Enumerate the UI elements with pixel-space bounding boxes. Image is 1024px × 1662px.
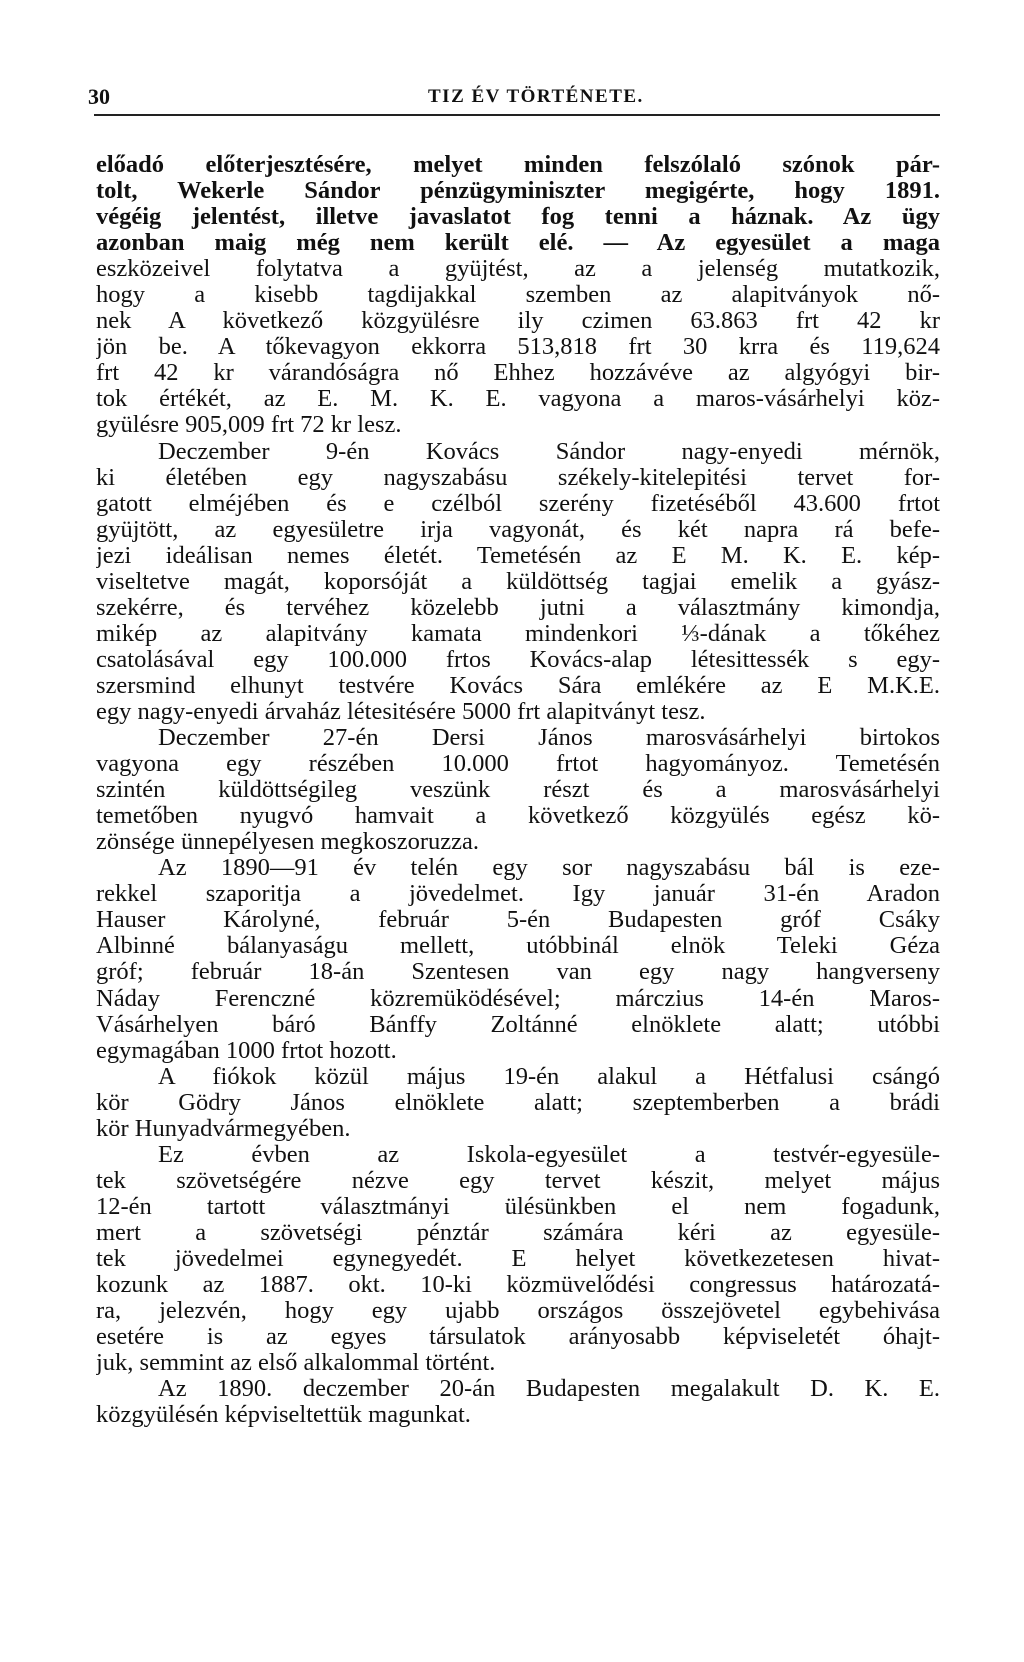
text-line: előadó előterjesztésére, melyet minden felszólaló szónok pár- <box>96 152 940 178</box>
page-number: 30 <box>88 84 110 109</box>
text-line: tolt, Wekerle Sándor pénzügyminiszter megigérte, hogy 1891. <box>96 178 940 205</box>
text-line: hogy a kisebb tagdijakkal szemben az alapitványok nő- <box>96 282 940 309</box>
text-line: A fiókok közül május 19-én alakul a Hétfalusi csángó <box>158 1063 940 1090</box>
text-line: egy nagy-enyedi árvaház létesitésére 5000 frt alapitványt tesz. <box>96 698 706 725</box>
running-head: TIZ ÉV TÖRTÉNETE. <box>428 86 644 107</box>
text-line: zönsége ünnepélyesen megkoszoruzza. <box>96 829 479 856</box>
text-line: végéig jelentést, illetve javaslatot fog tenni a háznak. Az ügy <box>96 204 940 231</box>
page-header <box>88 84 940 118</box>
text-line: 12-én tartott választmányi ülésünkben el nem fogadunk, <box>96 1193 940 1220</box>
text-line: mikép az alapitvány kamata mindenkori ⅓-dának a tőkéhez <box>96 620 940 647</box>
header-rule <box>94 114 940 116</box>
text-line: jezi ideálisan nemes életét. Temetésén az E M. K. E. kép- <box>96 542 940 569</box>
text-line: szekérre, és tervéhez közelebb jutni a választmány kimondja, <box>96 594 940 621</box>
text-line: esetére is az egyes társulatok arányosabb képviseletét óhajt- <box>96 1324 940 1351</box>
text-line: Vásárhelyen báró Bánffy Zoltánné elnöklete alatt; utóbbi <box>96 1011 940 1038</box>
text-line: tok értékét, az E. M. K. E. vagyona a maros-vásárhelyi köz- <box>96 386 940 413</box>
text-line: nek A következő közgyülésre ily czimen 63.863 frt 42 kr <box>96 308 940 335</box>
text-line: Náday Ferenczné közremüködésével; márczius 14-én Maros- <box>96 985 940 1012</box>
text-line: jön be. A tőkevagyon ekkorra 513,818 frt 30 krra és 119,624 <box>96 334 940 361</box>
text-line: szersmind elhunyt testvére Kovács Sára emlékére az E M.K.E. <box>96 672 940 699</box>
text-line: kozunk az 1887. okt. 10-ki közmüvelődési congressus határozatá- <box>96 1272 940 1299</box>
text-line: egymagában 1000 frtot hozott. <box>96 1037 397 1064</box>
text-line: Deczember 9-én Kovács Sándor nagy-enyedi mérnök, <box>158 438 940 465</box>
text-line: Az 1890—91 év telén egy sor nagyszabásu bál is eze- <box>158 855 940 882</box>
text-line: juk, semmint az első alkalommal történt. <box>96 1350 496 1377</box>
text-line: temetőben nyugvó hamvait a következő közgyülés egész kö- <box>96 803 940 830</box>
text-line: gróf; február 18-án Szentesen van egy nagy hangverseny <box>96 959 940 986</box>
text-line: vagyona egy részében 10.000 frtot hagyományoz. Temetésén <box>96 751 940 778</box>
text-line: gyülésre 905,009 frt 72 kr lesz. <box>96 412 402 439</box>
text-line: frt 42 kr várandóságra nő Ehhez hozzávéve az algyógyi bir- <box>96 360 940 387</box>
text-line: mert a szövetségi pénztár számára kéri az egyesüle- <box>96 1219 940 1246</box>
text-line: tek jövedelmei egynegyedét. E helyet következetesen hivat- <box>96 1245 940 1272</box>
text-line: gyüjtött, az egyesületre irja vagyonát, és két napra rá befe- <box>96 516 940 543</box>
text-line: eszközeivel folytatva a gyüjtést, az a jelenség mutatkozik, <box>96 256 940 283</box>
text-line: azonban maig még nem került elé. — Az egyesület a maga <box>96 230 940 257</box>
text-line: ra, jelezvén, hogy egy ujabb országos összejövetel egybehivása <box>96 1298 940 1325</box>
text-line: gatott elméjében és e czélból szerény fizetéséből 43.600 frtot <box>96 490 940 517</box>
text-line: kör Hunyadvármegyében. <box>96 1115 351 1142</box>
text-line: Az 1890. deczember 20-án Budapesten megalakult D. K. E. <box>158 1376 940 1403</box>
text-line: viseltetve magát, koporsóját a küldöttség tagjai emelik a gyász- <box>96 568 940 595</box>
text-line: csatolásával egy 100.000 frtos Kovács-alap létesittessék s egy- <box>96 646 940 673</box>
text-line: közgyülésén képviseltettük magunkat. <box>96 1402 471 1429</box>
text-line: szintén küldöttségileg veszünk részt és a marosvásárhelyi <box>96 777 940 804</box>
body-text <box>96 152 940 1428</box>
text-line: Deczember 27-én Dersi János marosvásárhelyi birtokos <box>158 725 940 752</box>
text-line: rekkel szaporitja a jövedelmet. Igy január 31-én Aradon <box>96 881 940 908</box>
text-line: Hauser Károlyné, február 5-én Budapesten gróf Csáky <box>96 907 940 934</box>
text-line: tek szövetségére nézve egy tervet készit, melyet május <box>96 1167 940 1194</box>
text-line: Albinné bálanyaságu mellett, utóbbinál elnök Teleki Géza <box>96 933 940 960</box>
text-line: kör Gödry János elnöklete alatt; szeptemberben a brádi <box>96 1089 940 1116</box>
text-line: Ez évben az Iskola-egyesület a testvér-egyesüle- <box>158 1141 940 1168</box>
text-line: ki életében egy nagyszabásu székely-kitelepitési tervet for- <box>96 464 940 491</box>
